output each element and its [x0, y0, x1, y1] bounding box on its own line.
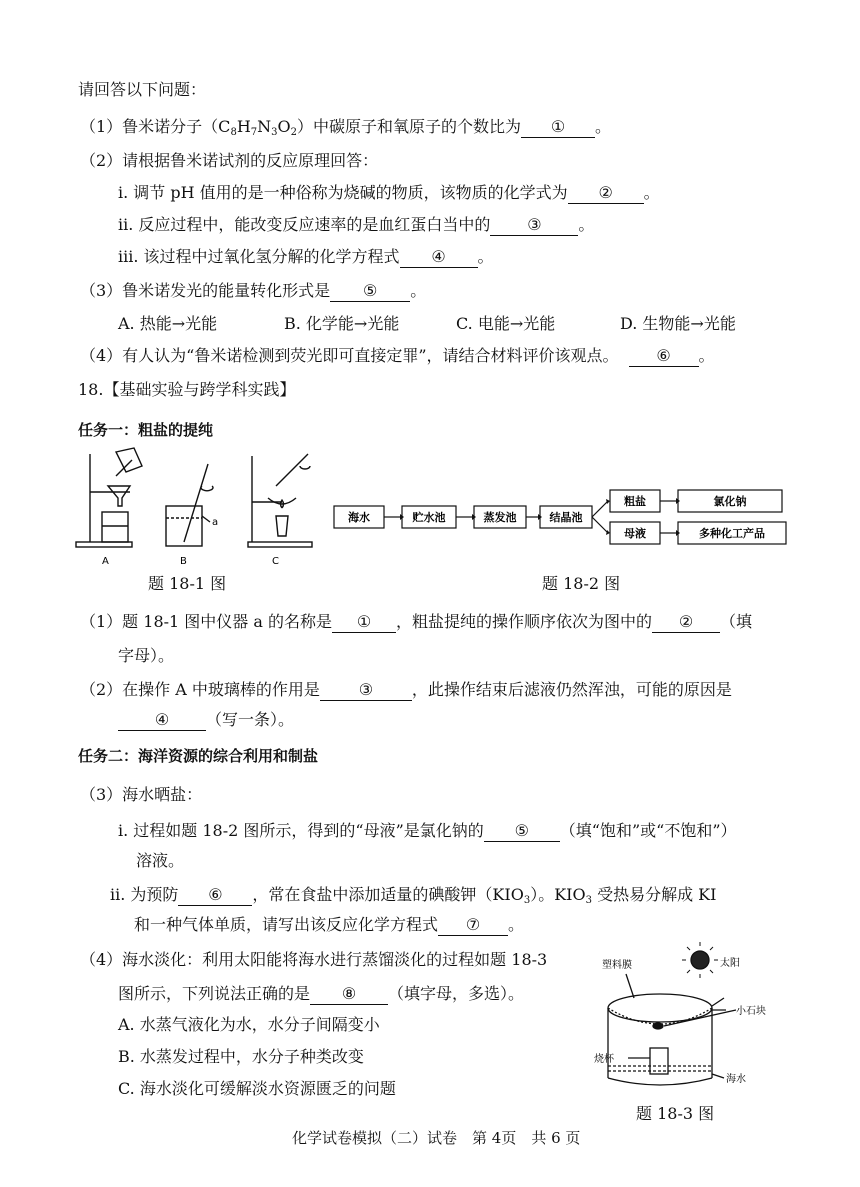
- q17-part2-i: i. 调节 pH 值用的是一种俗称为烧碱的物质，该物质的化学式为 ② 。: [118, 183, 660, 202]
- page-footer: 化学试卷模拟（二）试卷 第 4页 共 6 页: [292, 1129, 581, 1147]
- solar-still-diagram: [588, 940, 778, 1100]
- q17-part3: （3）鲁米诺发光的能量转化形式是 ⑤ 。: [80, 281, 427, 300]
- q17-part2: （2）请根据鲁米诺试剂的反应原理回答：: [80, 151, 379, 170]
- sun-icon: [691, 951, 709, 969]
- flow-box-sodium-chloride: 氯化钠: [713, 495, 747, 508]
- answer-blank-18-1[interactable]: ①: [332, 612, 396, 633]
- q18-part1-cont: 字母）。: [118, 646, 175, 665]
- answer-blank-3[interactable]: ③: [490, 215, 578, 236]
- answer-blank-18-7[interactable]: ⑦: [438, 915, 508, 936]
- instrument-a-label: a: [212, 517, 219, 528]
- beaker-label: 烧杯: [594, 1054, 614, 1065]
- q17-part4: （4）有人认为“鲁米诺检测到荧光即可直接定罪”，请结合材料评价该观点。 ⑥ 。: [80, 346, 715, 365]
- q18-option-c: C. 海水淡化可缓解淡水资源匮乏的问题: [118, 1079, 396, 1098]
- q18-part2: （2）在操作 A 中玻璃棒的作用是 ③ ，此操作结束后滤液仍然浑浊，可能的原因是: [80, 680, 732, 699]
- fig18-3-caption: 题 18-3 图: [636, 1104, 715, 1123]
- flow-box-crystallization-pond: 结晶池: [549, 511, 583, 524]
- q17-part1: （1）鲁米诺分子$(C_8H_7N_3O_2)$中碳原子和氧原子的个数比为 ① 。: [80, 117, 612, 138]
- q18-part3-ii: ii. 为预防 ⑥ ，常在食盐中添加适量的碘酸钾$(KIO_3)$。$KIO_3$ 受热易分解成 KI: [110, 885, 717, 906]
- q18-part2-cont: ④ （写一条）。: [118, 710, 294, 731]
- q17-part2-ii: ii. 反应过程中，能改变反应速率的是血红蛋白当中的 ③ 。: [118, 215, 595, 234]
- q18-part3-i-cont: 溶液。: [136, 851, 185, 870]
- apparatus-label-c: C: [272, 556, 279, 567]
- apparatus-diagram: [72, 446, 322, 568]
- q18-title: 18.【基础实验与跨学科实践】: [78, 380, 296, 399]
- answer-blank-18-4[interactable]: ④: [118, 710, 206, 731]
- q18-option-b: B. 水蒸发过程中，水分子种类改变: [118, 1047, 364, 1066]
- q17-option-d: D. 生物能→光能: [620, 314, 736, 333]
- film-label: 塑料膜: [602, 960, 632, 971]
- fig18-2-caption: 题 18-2 图: [542, 574, 621, 593]
- q17-part2-iii: iii. 该过程中过氧化氢分解的化学方程式 ④ 。: [118, 247, 494, 266]
- answer-blank-18-2[interactable]: ②: [652, 612, 720, 633]
- answer-blank-5[interactable]: ⑤: [330, 281, 410, 302]
- answer-blank-18-3[interactable]: ③: [320, 680, 412, 701]
- flow-box-evaporation-pond: 蒸发池: [483, 511, 517, 524]
- q17-option-b: B. 化学能→光能: [284, 314, 400, 333]
- q18-part4: （4）海水淡化：利用太阳能将海水进行蒸馏淡化的过程如题 18-3: [80, 950, 548, 969]
- salt-flow-chart: [332, 488, 788, 548]
- flow-box-reservoir: 贮水池: [412, 511, 446, 524]
- q18-part4-cont: 图所示，下列说法正确的是 ⑧ （填字母，多选）。: [118, 984, 525, 1003]
- apparatus-label-b: B: [180, 556, 187, 567]
- task1-heading: 任务一：粗盐的提纯: [78, 421, 214, 439]
- q17-option-a: A. 热能→光能: [118, 314, 218, 333]
- q17-option-c: C. 电能→光能: [456, 314, 556, 333]
- answer-blank-1[interactable]: ①: [521, 117, 595, 138]
- fig18-1-caption: 题 18-1 图: [148, 574, 227, 593]
- q18-option-a: A. 水蒸气液化为水，水分子间隔变小: [118, 1015, 380, 1034]
- answer-blank-18-8[interactable]: ⑧: [310, 984, 388, 1005]
- answer-blank-18-6[interactable]: ⑥: [178, 885, 252, 906]
- task2-heading: 任务二：海洋资源的综合利用和制盐: [78, 747, 319, 765]
- flow-box-chemical-products: 多种化工产品: [699, 527, 765, 540]
- answer-blank-2[interactable]: ②: [568, 183, 644, 204]
- apparatus-label-a: A: [102, 556, 109, 567]
- answer-blank-18-5[interactable]: ⑤: [484, 821, 560, 842]
- q18-part1: （1）题 18-1 图中仪器 a 的名称是 ① ，粗盐提纯的操作顺序依次为图中的 ② （填: [80, 612, 753, 631]
- q18-part3-i: i. 过程如题 18-2 图所示，得到的“母液”是氯化钠的 ⑤ （填“饱和”或“不饱和”）: [118, 821, 737, 840]
- stone-label: 小石块: [736, 1006, 766, 1017]
- flow-box-mother-liquor: 母液: [624, 527, 646, 540]
- intro-text: 请回答以下问题：: [78, 80, 207, 99]
- q18-part3-ii-cont: 和一种气体单质，请写出该反应化学方程式 ⑦ 。: [134, 915, 525, 934]
- flow-box-crude-salt: 粗盐: [624, 495, 646, 508]
- answer-blank-4[interactable]: ④: [400, 247, 478, 268]
- q18-part3: （3）海水晒盐：: [80, 785, 203, 804]
- seawater-label: 海水: [726, 1074, 746, 1085]
- sun-label: 太阳: [720, 958, 740, 969]
- answer-blank-6[interactable]: ⑥: [629, 346, 699, 367]
- flow-box-seawater: 海水: [348, 511, 370, 524]
